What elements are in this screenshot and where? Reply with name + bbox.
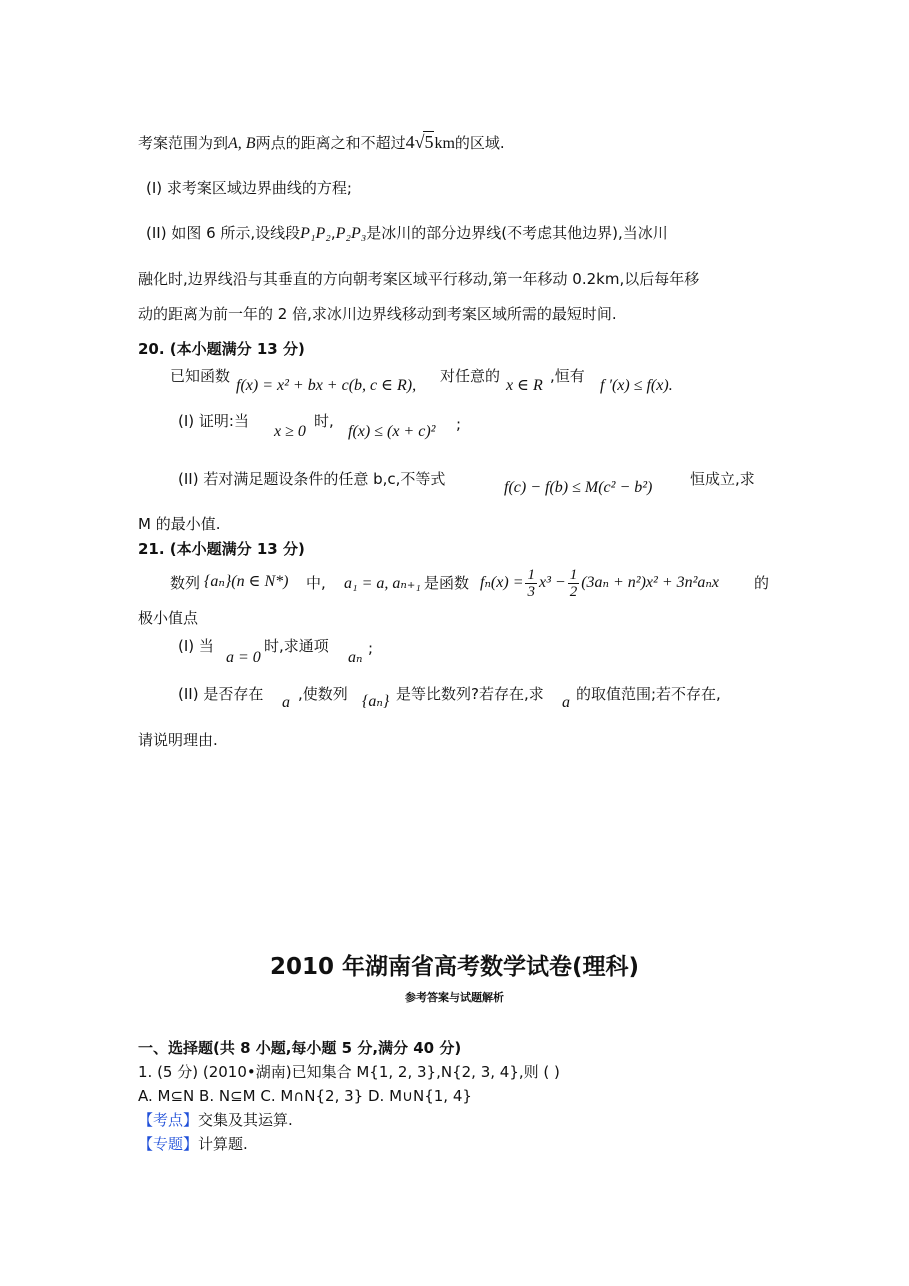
page-title: 2010 年湖南省高考数学试卷(理科) [269, 954, 640, 980]
kaodian-line [138, 1110, 293, 1130]
question-20-any: 对任意的 [440, 367, 501, 385]
question-21-part-2-variable: a [282, 694, 290, 711]
question-21-part-1-end: ; [368, 639, 374, 657]
question-21-part-2-make: ,使数列 [298, 685, 348, 703]
question-21-text-3: 请说明理由. [138, 731, 218, 749]
question-20-part-2-inequality: f(c) − f(b) ≤ M(c² − b²) [504, 479, 653, 496]
question-20-text-3: M 的最小值. [138, 515, 221, 533]
question-20-always: ,恒有 [550, 367, 585, 385]
question-20-part-1-when: 时, [314, 412, 334, 430]
question-20-heading: 20. (本小题满分 13 分) [138, 340, 305, 358]
question-1: 1. (5 分) (2010•湖南)已知集合 M{1, 2, 3},N{2, 3, 4},则 ( ) [138, 1063, 560, 1081]
question-21-part-2-variable-2: a [562, 694, 570, 711]
section-heading: 一、选择题(共 8 小题,每小题 5 分,满分 40 分) [138, 1039, 462, 1057]
question-21-is-function: 是函数 [424, 574, 470, 592]
question-21-part-2-geometric: 是等比数列?若存在,求 [396, 685, 544, 703]
question-19-text-3: 融化时,边界线沿与其垂直的方向朝考案区域平行移动,第一年移动 0.2km,以后每年移 [138, 270, 700, 288]
zhuanti-tag: 【专题】 [138, 1135, 199, 1153]
question-20-domain: x ∈ R [506, 377, 543, 394]
question-21-part-2-text: (II) 是否存在 [178, 685, 264, 703]
question-21-part-2-sequence: {aₙ} [362, 693, 390, 710]
question-20-part-1-end: ; [456, 415, 462, 433]
question-19-part-1: (I) 求考案区域边界曲线的方程; [146, 179, 352, 197]
question-21-de: 的 [754, 574, 770, 592]
question-21-initial: a₁ = a, aₙ₊₁ [344, 575, 421, 592]
question-20-part-2-end: 恒成立,求 [690, 470, 755, 488]
question-21-part-2-range: 的取值范围;若不存在, [576, 685, 721, 703]
question-20-function: f(x) = x² + bx + c(b, c ∈ R), [236, 377, 417, 394]
question-21-part-1-general: 时,求通项 [264, 637, 329, 655]
question-20-inequality: f ′(x) ≤ f(x). [600, 377, 673, 394]
question-19-text-4: 动的距离为前一年的 2 倍,求冰川边界线移动到考案区域所需的最短时间. [138, 305, 617, 323]
text-line-1: 考案范围为到A, B两点的距离之和不超过4√5km的区域. [138, 132, 505, 152]
question-1-options: A. M⊆N B. N⊆M C. M∩N{2, 3} D. M∪N{1, 4} [138, 1087, 472, 1105]
question-21-part-1-text: (I) 当 [178, 637, 214, 655]
kaodian-tag: 【考点】 [138, 1111, 199, 1129]
question-21-statement: 数列 [170, 574, 201, 592]
question-21-part-1-term: aₙ [348, 649, 363, 666]
kaodian-text: 交集及其运算. [198, 1111, 293, 1129]
question-20-given: 已知函数 [170, 367, 231, 385]
question-20-part-2-text: (II) 若对满足题设条件的任意 b,c,不等式 [178, 470, 446, 488]
question-20-part-1-text: (I) 证明:当 [178, 412, 249, 430]
question-20-part-1-condition: x ≥ 0 [274, 423, 306, 440]
question-21-mid: 中, [306, 574, 326, 592]
question-21-heading: 21. (本小题满分 13 分) [138, 540, 305, 558]
question-21-minimum: 极小值点 [138, 609, 199, 627]
question-21-function: fₙ(x) = $\frac{1}{3}$ x³ − $\frac{1}{2}$ (3aₙ + n²)x² + 3n²aₙx [480, 566, 719, 600]
question-21-part-1-condition: a = 0 [226, 649, 261, 666]
question-21-sequence: {aₙ}(n ∈ N*) [204, 573, 289, 590]
page-subtitle: 参考答案与试题解析 [405, 991, 504, 1004]
zhuanti-text: 计算题. [198, 1135, 248, 1153]
zhuanti-line [138, 1134, 248, 1154]
question-20-part-1-inequality: f(x) ≤ (x + c)² [348, 423, 436, 440]
question-19-part-2: (II) 如图 6 所示,设线段P₁P₂,P₂P₃是冰川的部分边界线(不考虑其他边界),当冰川 [146, 224, 668, 242]
